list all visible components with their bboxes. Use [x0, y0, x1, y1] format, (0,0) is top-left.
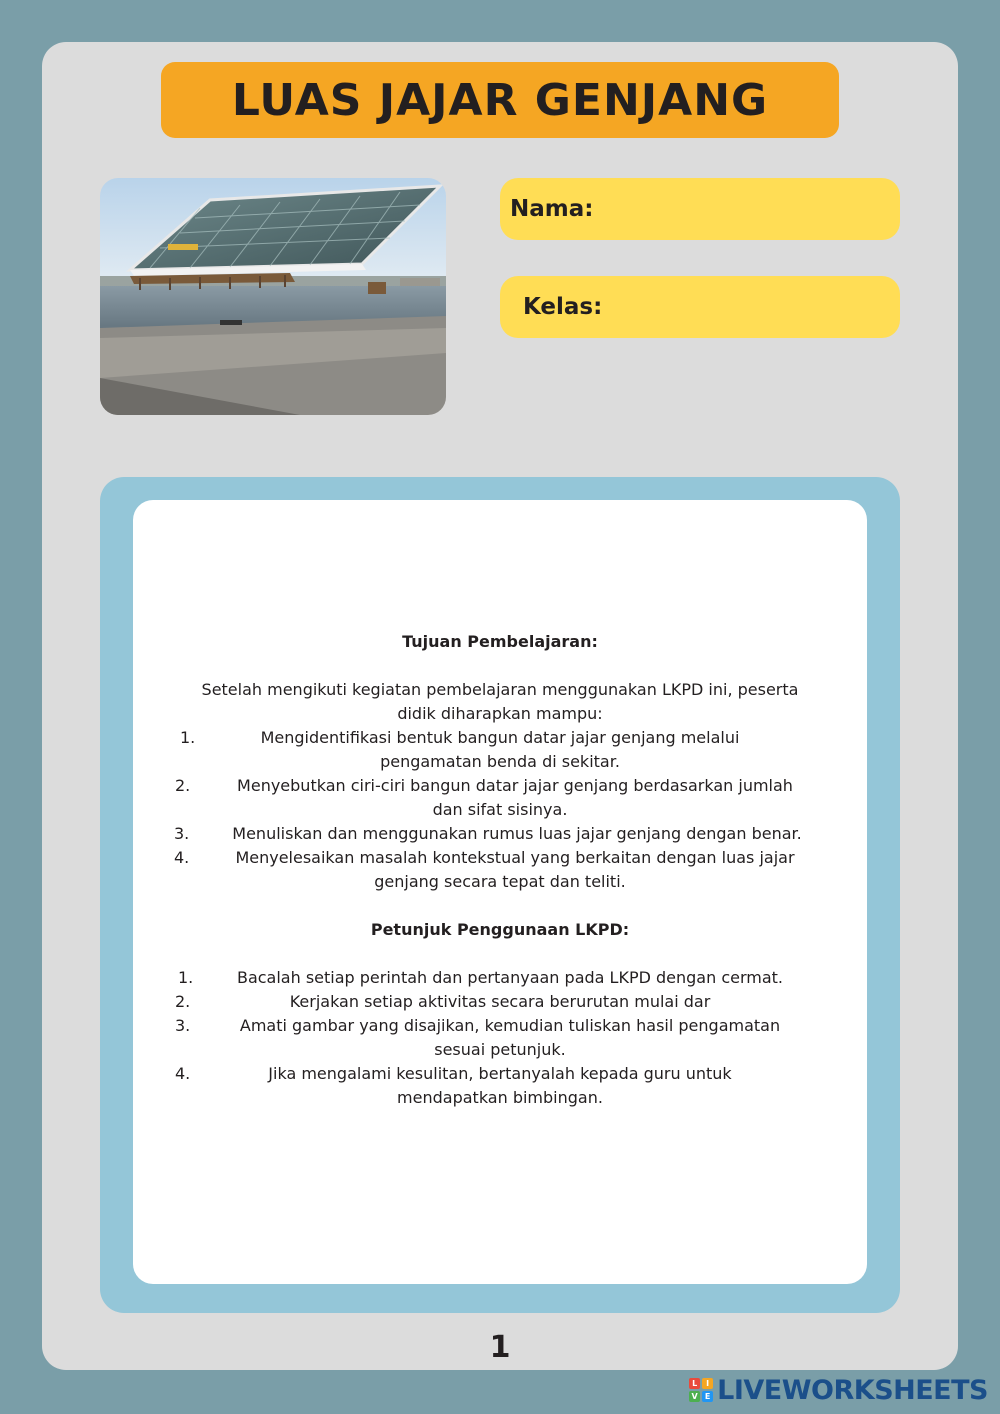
- item-text: Jika mengalami kesulitan, bertanyalah kepada guru untuk: [268, 1064, 732, 1083]
- instruction-item: [150, 966, 850, 990]
- liveworksheets-logo: [689, 1372, 988, 1408]
- name-field[interactable]: [500, 178, 900, 240]
- class-field[interactable]: [500, 276, 900, 338]
- brand-letter: E: [702, 1391, 713, 1402]
- item-text: Bacalah setiap perintah dan pertanyaan pada LKPD dengan cermat.: [236, 968, 784, 987]
- objectives-intro-line: Setelah mengikuti kegiatan pembelajaran menggunakan LKPD ini, peserta: [201, 680, 799, 699]
- item-text: Amati gambar yang disajikan, kemudian tuliskan hasil pengamatan: [239, 1016, 781, 1035]
- item-text: Mengidentifikasi bentuk bangun datar jajar genjang melalui: [260, 728, 740, 747]
- building-photo: [100, 178, 446, 415]
- instruction-item: [150, 1014, 850, 1062]
- item-number: 2.: [175, 776, 191, 795]
- item-text: sesuai petunjuk.: [434, 1040, 566, 1059]
- instruction-item: [150, 990, 850, 1014]
- item-number: 3.: [175, 1016, 191, 1035]
- name-label: Nama:: [510, 196, 594, 222]
- title-banner: [161, 62, 839, 138]
- objectives-heading: Tujuan Pembelajaran:: [402, 632, 598, 651]
- instructions-heading: Petunjuk Penggunaan LKPD:: [370, 920, 630, 939]
- brand-name: LIVEWORKSHEETS: [717, 1374, 988, 1406]
- content-text: [150, 630, 850, 1110]
- item-number: 2.: [175, 992, 191, 1011]
- item-text: mendapatkan bimbingan.: [397, 1088, 603, 1107]
- item-number: 3.: [174, 824, 190, 843]
- brand-letter: I: [702, 1378, 713, 1389]
- brand-icon: [689, 1378, 713, 1402]
- item-text: Kerjakan setiap aktivitas secara berurutan mulai dar: [289, 992, 711, 1011]
- objectives-intro-line: didik diharapkan mampu:: [397, 704, 603, 723]
- item-number: 1.: [178, 968, 194, 987]
- instruction-item: [150, 1062, 850, 1110]
- item-text: Menuliskan dan menggunakan rumus luas jajar genjang dengan benar.: [232, 824, 802, 843]
- brand-letter: V: [689, 1391, 700, 1402]
- class-label: Kelas:: [523, 294, 603, 320]
- brand-letter: L: [689, 1378, 700, 1389]
- item-text: genjang secara tepat dan teliti.: [374, 872, 626, 891]
- objective-item: [150, 774, 850, 822]
- item-text: Menyebutkan ciri-ciri bangun datar jajar genjang berdasarkan jumlah: [237, 776, 793, 795]
- objective-item: [150, 846, 850, 894]
- item-text: dan sifat sisinya.: [432, 800, 568, 819]
- item-text: Menyelesaikan masalah kontekstual yang berkaitan dengan luas jajar: [235, 848, 795, 867]
- item-number: 4.: [174, 848, 190, 867]
- item-number: 1.: [180, 728, 196, 747]
- objective-item: [150, 822, 850, 846]
- item-text: pengamatan benda di sekitar.: [380, 752, 620, 771]
- objective-item: [150, 726, 850, 774]
- page-title: LUAS JAJAR GENJANG: [231, 74, 769, 126]
- item-number: 4.: [175, 1064, 191, 1083]
- page-number: 1: [489, 1330, 511, 1365]
